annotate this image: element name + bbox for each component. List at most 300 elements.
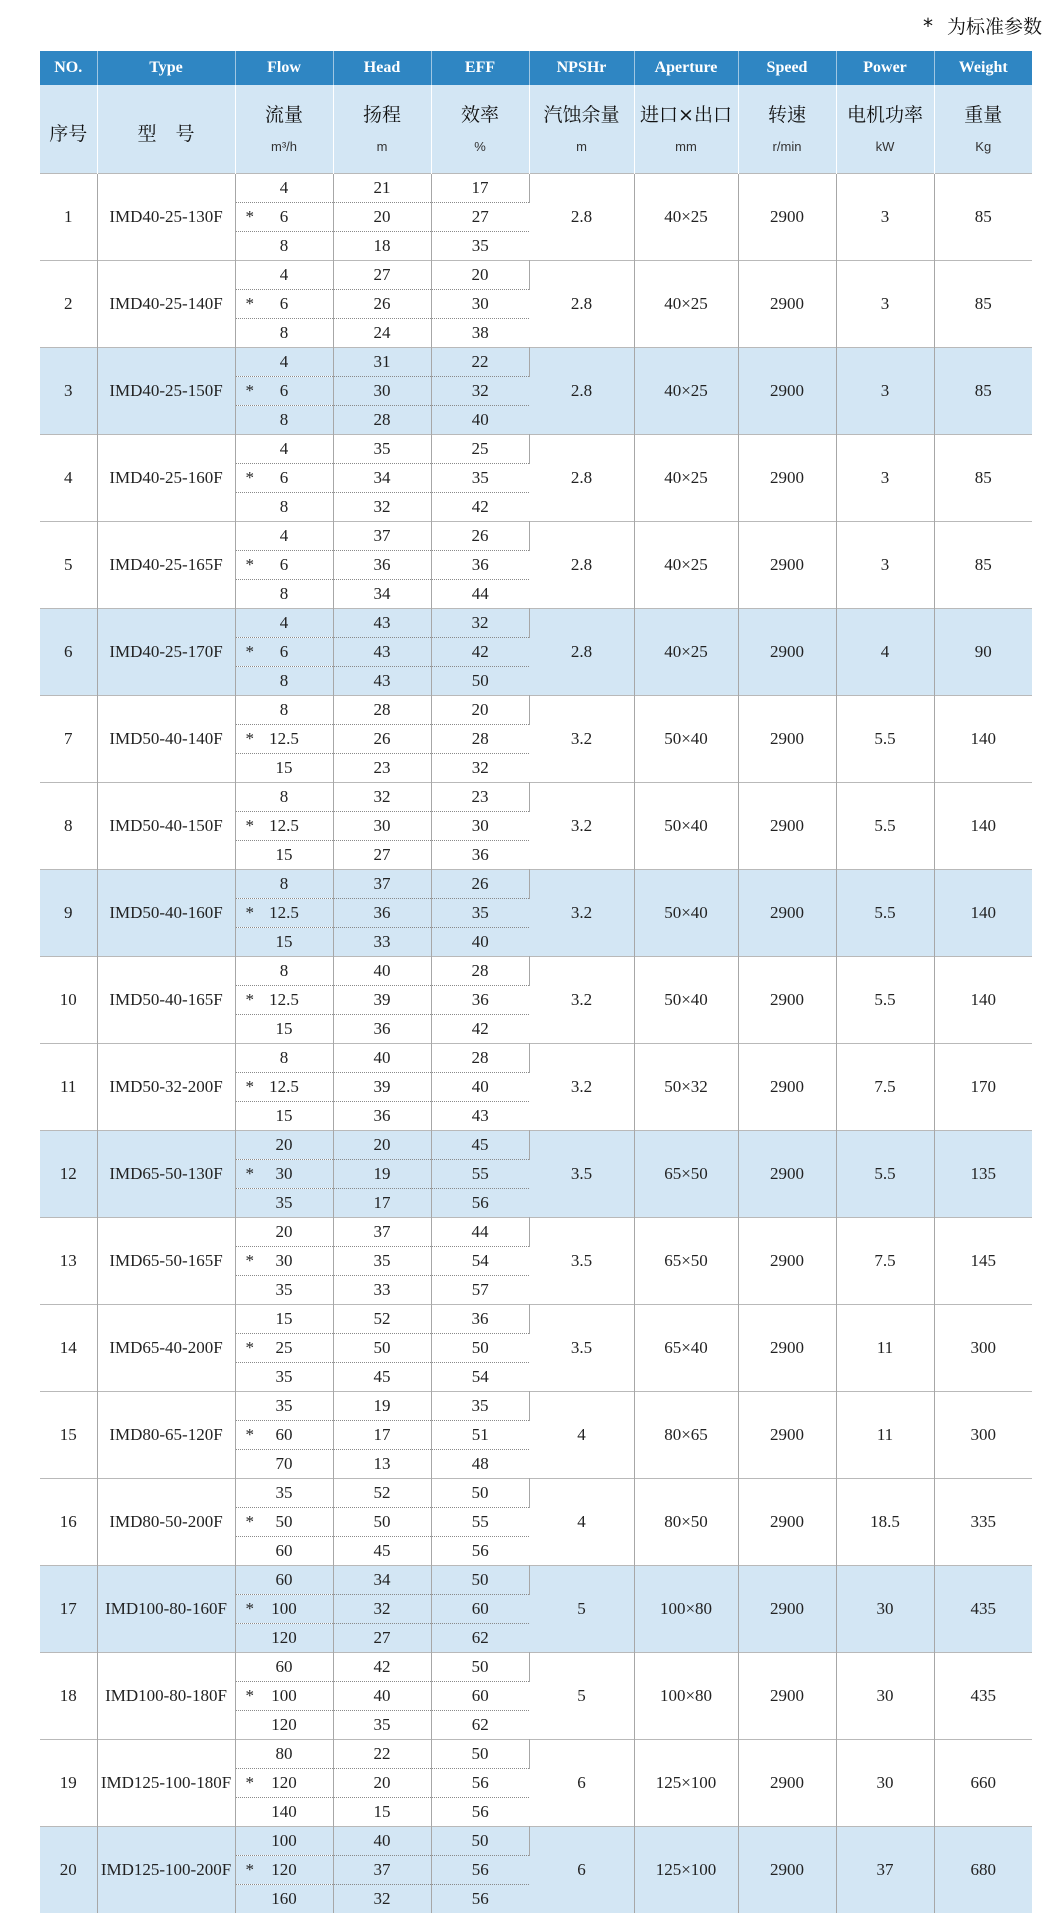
- cell-speed: 2900: [738, 870, 836, 957]
- cell-type: IMD65-40-200F: [97, 1305, 235, 1392]
- cell-weight: 85: [934, 261, 1032, 348]
- cell-power: 3: [836, 522, 934, 609]
- flow-value: 60: [276, 1541, 293, 1560]
- asterisk-icon: *: [246, 203, 255, 231]
- asterisk-icon: *: [246, 1160, 255, 1188]
- cell-head: 43: [333, 609, 431, 638]
- cell-flow: [235, 203, 333, 232]
- flow-value: 12.5: [269, 990, 299, 1009]
- table-row: [40, 1653, 1032, 1682]
- cell-weight: 680: [934, 1827, 1032, 1913]
- cell-speed: 2900: [738, 1392, 836, 1479]
- cell-flow: [235, 1885, 333, 1913]
- cell-flow: [235, 551, 333, 580]
- asterisk-icon: *: [246, 899, 255, 927]
- cell-power: 7.5: [836, 1218, 934, 1305]
- cell-type: IMD50-40-150F: [97, 783, 235, 870]
- asterisk-icon: *: [246, 1769, 255, 1797]
- cell-head: 32: [333, 1885, 431, 1913]
- flow-value: 4: [280, 265, 289, 284]
- cn-header-type: 型 号: [97, 85, 235, 174]
- cell-flow: [235, 232, 333, 261]
- cell-flow: [235, 1682, 333, 1711]
- cell-eff: 56: [431, 1769, 529, 1798]
- cell-eff: 50: [431, 667, 529, 696]
- cell-speed: 2900: [738, 1479, 836, 1566]
- cell-aperture: 50×32: [634, 1044, 738, 1131]
- cell-eff: 32: [431, 754, 529, 783]
- cell-head: 40: [333, 957, 431, 986]
- flow-value: 8: [280, 1048, 289, 1067]
- cell-flow: [235, 493, 333, 522]
- flow-value: 6: [280, 555, 289, 574]
- unit-flow: m³/h: [236, 139, 333, 154]
- cell-flow: [235, 696, 333, 725]
- cell-eff: 54: [431, 1363, 529, 1392]
- standard-parameter-note: [923, 12, 1042, 39]
- cell-type: IMD100-80-160F: [97, 1566, 235, 1653]
- cn-header-flow: 流量 m³/h: [235, 85, 333, 174]
- cell-eff: 44: [431, 1218, 529, 1247]
- cell-head: 32: [333, 1595, 431, 1624]
- flow-value: 4: [280, 352, 289, 371]
- cell-flow: [235, 957, 333, 986]
- flow-value: 12.5: [269, 816, 299, 835]
- cell-flow: [235, 1595, 333, 1624]
- cell-type: IMD40-25-140F: [97, 261, 235, 348]
- flow-value: 35: [276, 1367, 293, 1386]
- asterisk-icon: *: [246, 377, 255, 405]
- cell-flow: [235, 1160, 333, 1189]
- flow-value: 60: [276, 1657, 293, 1676]
- cell-eff: 50: [431, 1334, 529, 1363]
- cell-head: 34: [333, 1566, 431, 1595]
- col-header-head: Head: [333, 51, 431, 85]
- flow-value: 30: [276, 1251, 293, 1270]
- cell-head: 43: [333, 667, 431, 696]
- cell-head: 33: [333, 1276, 431, 1305]
- flow-value: 4: [280, 178, 289, 197]
- flow-value: 120: [271, 1860, 297, 1879]
- cell-power: 30: [836, 1740, 934, 1827]
- cell-type: IMD40-25-150F: [97, 348, 235, 435]
- cell-speed: 2900: [738, 1218, 836, 1305]
- cell-eff: 42: [431, 493, 529, 522]
- cell-head: 30: [333, 812, 431, 841]
- cell-eff: 50: [431, 1827, 529, 1856]
- flow-value: 120: [271, 1773, 297, 1792]
- flow-value: 160: [271, 1889, 297, 1908]
- cell-eff: 27: [431, 203, 529, 232]
- cell-eff: 28: [431, 1044, 529, 1073]
- cell-npshr: 4: [529, 1392, 634, 1479]
- cell-type: IMD100-80-180F: [97, 1653, 235, 1740]
- cell-no: 6: [40, 609, 97, 696]
- cell-weight: 85: [934, 522, 1032, 609]
- unit-head: m: [334, 139, 431, 154]
- flow-value: 4: [280, 526, 289, 545]
- cell-no: 2: [40, 261, 97, 348]
- cell-eff: 20: [431, 261, 529, 290]
- cell-eff: 36: [431, 841, 529, 870]
- cell-npshr: 3.2: [529, 783, 634, 870]
- cell-npshr: 3.2: [529, 696, 634, 783]
- cell-flow: [235, 928, 333, 957]
- flow-value: 140: [271, 1802, 297, 1821]
- asterisk-icon: *: [246, 1247, 255, 1275]
- flow-value: 70: [276, 1454, 293, 1473]
- flow-value: 35: [276, 1193, 293, 1212]
- cell-aperture: 80×65: [634, 1392, 738, 1479]
- flow-value: 100: [271, 1686, 297, 1705]
- cell-eff: 42: [431, 1015, 529, 1044]
- cell-eff: 56: [431, 1885, 529, 1913]
- asterisk-icon: *: [246, 1334, 255, 1362]
- cell-aperture: 50×40: [634, 957, 738, 1044]
- cell-flow: [235, 1421, 333, 1450]
- cell-no: 10: [40, 957, 97, 1044]
- flow-value: 8: [280, 323, 289, 342]
- table-row: [40, 522, 1032, 551]
- unit-aperture: mm: [635, 139, 738, 154]
- col-header-npshr: NPSHr: [529, 51, 634, 85]
- cell-flow: [235, 580, 333, 609]
- cell-head: 36: [333, 1102, 431, 1131]
- cell-eff: 43: [431, 1102, 529, 1131]
- note-text: 为标准参数: [947, 16, 1042, 38]
- cn-header-eff: 效率 %: [431, 85, 529, 174]
- cell-speed: 2900: [738, 1827, 836, 1913]
- cell-flow: [235, 725, 333, 754]
- cell-flow: [235, 1856, 333, 1885]
- cell-head: 50: [333, 1508, 431, 1537]
- cell-eff: 54: [431, 1247, 529, 1276]
- cell-flow: [235, 1334, 333, 1363]
- header-row-english: [40, 51, 1032, 85]
- cell-flow: [235, 1566, 333, 1595]
- table-row: [40, 348, 1032, 377]
- cell-aperture: 125×100: [634, 1740, 738, 1827]
- cell-flow: [235, 1363, 333, 1392]
- table-row: [40, 1044, 1032, 1073]
- cell-flow: [235, 319, 333, 348]
- cell-speed: 2900: [738, 522, 836, 609]
- cell-weight: 300: [934, 1305, 1032, 1392]
- col-header-type: Type: [97, 51, 235, 85]
- cell-power: 3: [836, 174, 934, 261]
- cell-aperture: 65×50: [634, 1218, 738, 1305]
- cell-no: 17: [40, 1566, 97, 1653]
- cell-weight: 85: [934, 435, 1032, 522]
- cell-no: 14: [40, 1305, 97, 1392]
- flow-value: 4: [280, 613, 289, 632]
- cell-flow: [235, 841, 333, 870]
- cell-head: 30: [333, 377, 431, 406]
- cell-no: 8: [40, 783, 97, 870]
- cell-head: 23: [333, 754, 431, 783]
- cell-speed: 2900: [738, 957, 836, 1044]
- cell-head: 24: [333, 319, 431, 348]
- cn-header-power: 电机功率 kW: [836, 85, 934, 174]
- cell-npshr: 2.8: [529, 348, 634, 435]
- flow-value: 15: [276, 1019, 293, 1038]
- cell-aperture: 40×25: [634, 522, 738, 609]
- flow-value: 25: [276, 1338, 293, 1357]
- asterisk-icon: *: [246, 1682, 255, 1710]
- table-row: [40, 957, 1032, 986]
- cell-power: 11: [836, 1392, 934, 1479]
- cell-no: 1: [40, 174, 97, 261]
- unit-power: kW: [837, 139, 934, 154]
- asterisk-icon: *: [246, 1073, 255, 1101]
- cell-head: 15: [333, 1798, 431, 1827]
- cell-power: 5.5: [836, 870, 934, 957]
- cell-head: 37: [333, 870, 431, 899]
- cell-eff: 28: [431, 725, 529, 754]
- cell-no: 7: [40, 696, 97, 783]
- cell-head: 19: [333, 1160, 431, 1189]
- cell-weight: 435: [934, 1653, 1032, 1740]
- cell-flow: [235, 1653, 333, 1682]
- cell-eff: 50: [431, 1479, 529, 1508]
- cell-eff: 28: [431, 957, 529, 986]
- pump-spec-table: [40, 51, 1032, 1913]
- cell-head: 50: [333, 1334, 431, 1363]
- cell-speed: 2900: [738, 435, 836, 522]
- table-row: [40, 783, 1032, 812]
- cell-power: 4: [836, 609, 934, 696]
- cell-power: 37: [836, 1827, 934, 1913]
- cn-header-weight: 重量 Kg: [934, 85, 1032, 174]
- flow-value: 8: [280, 671, 289, 690]
- cell-head: 43: [333, 638, 431, 667]
- cell-no: 13: [40, 1218, 97, 1305]
- flow-value: 6: [280, 642, 289, 661]
- cell-power: 18.5: [836, 1479, 934, 1566]
- cell-head: 28: [333, 696, 431, 725]
- cell-head: 18: [333, 232, 431, 261]
- cell-eff: 40: [431, 1073, 529, 1102]
- cell-eff: 23: [431, 783, 529, 812]
- col-header-weight: Weight: [934, 51, 1032, 85]
- cell-no: 15: [40, 1392, 97, 1479]
- cell-flow: [235, 783, 333, 812]
- flow-value: 6: [280, 207, 289, 226]
- cell-eff: 60: [431, 1595, 529, 1624]
- cell-npshr: 3.5: [529, 1305, 634, 1392]
- cell-speed: 2900: [738, 1131, 836, 1218]
- cell-flow: [235, 986, 333, 1015]
- cell-aperture: 80×50: [634, 1479, 738, 1566]
- flow-value: 15: [276, 1309, 293, 1328]
- cn-header-npshr: 汽蚀余量 m: [529, 85, 634, 174]
- cell-speed: 2900: [738, 696, 836, 783]
- cell-type: IMD125-100-200F: [97, 1827, 235, 1913]
- flow-value: 80: [276, 1744, 293, 1763]
- cell-eff: 30: [431, 812, 529, 841]
- cell-speed: 2900: [738, 261, 836, 348]
- asterisk-icon: *: [246, 290, 255, 318]
- cell-head: 35: [333, 1711, 431, 1740]
- cell-head: 20: [333, 1131, 431, 1160]
- flow-value: 35: [276, 1483, 293, 1502]
- cell-type: IMD40-25-160F: [97, 435, 235, 522]
- flow-value: 4: [280, 439, 289, 458]
- flow-value: 100: [271, 1599, 297, 1618]
- cell-flow: [235, 667, 333, 696]
- cell-aperture: 125×100: [634, 1827, 738, 1913]
- cell-type: IMD40-25-170F: [97, 609, 235, 696]
- cell-head: 40: [333, 1827, 431, 1856]
- table-row: [40, 1305, 1032, 1334]
- cell-head: 45: [333, 1363, 431, 1392]
- cell-flow: [235, 406, 333, 435]
- col-header-speed: Speed: [738, 51, 836, 85]
- cell-head: 17: [333, 1189, 431, 1218]
- cell-head: 27: [333, 841, 431, 870]
- cell-aperture: 50×40: [634, 696, 738, 783]
- col-header-aperture: Aperture: [634, 51, 738, 85]
- cell-head: 42: [333, 1653, 431, 1682]
- cell-power: 3: [836, 435, 934, 522]
- cell-type: IMD80-65-120F: [97, 1392, 235, 1479]
- cell-weight: 335: [934, 1479, 1032, 1566]
- flow-value: 8: [280, 236, 289, 255]
- cell-eff: 60: [431, 1682, 529, 1711]
- cell-eff: 62: [431, 1711, 529, 1740]
- cell-flow: [235, 1769, 333, 1798]
- asterisk-icon: *: [923, 14, 933, 38]
- cell-flow: [235, 899, 333, 928]
- cell-eff: 35: [431, 232, 529, 261]
- cell-speed: 2900: [738, 609, 836, 696]
- cn-header-no: 序号: [40, 85, 97, 174]
- cell-flow: [235, 377, 333, 406]
- cell-eff: 32: [431, 609, 529, 638]
- cell-eff: 56: [431, 1856, 529, 1885]
- cell-flow: [235, 1711, 333, 1740]
- cell-head: 19: [333, 1392, 431, 1421]
- cell-eff: 48: [431, 1450, 529, 1479]
- cell-weight: 435: [934, 1566, 1032, 1653]
- cell-eff: 50: [431, 1740, 529, 1769]
- cell-type: IMD65-50-130F: [97, 1131, 235, 1218]
- header-row-chinese: [40, 85, 1032, 174]
- cell-weight: 85: [934, 348, 1032, 435]
- flow-value: 8: [280, 961, 289, 980]
- cell-npshr: 3.5: [529, 1131, 634, 1218]
- flow-value: 15: [276, 932, 293, 951]
- cell-type: IMD50-32-200F: [97, 1044, 235, 1131]
- flow-value: 8: [280, 787, 289, 806]
- cell-head: 36: [333, 1015, 431, 1044]
- cell-eff: 25: [431, 435, 529, 464]
- cell-eff: 57: [431, 1276, 529, 1305]
- cell-eff: 36: [431, 986, 529, 1015]
- table-row: [40, 435, 1032, 464]
- cell-head: 34: [333, 464, 431, 493]
- cell-flow: [235, 1537, 333, 1566]
- cell-weight: 140: [934, 783, 1032, 870]
- cell-head: 35: [333, 435, 431, 464]
- cell-flow: [235, 1624, 333, 1653]
- flow-value: 35: [276, 1396, 293, 1415]
- flow-value: 100: [271, 1831, 297, 1850]
- cell-head: 27: [333, 261, 431, 290]
- cell-flow: [235, 1276, 333, 1305]
- cell-flow: [235, 1740, 333, 1769]
- cell-eff: 26: [431, 522, 529, 551]
- asterisk-icon: *: [246, 464, 255, 492]
- cell-weight: 140: [934, 957, 1032, 1044]
- cell-speed: 2900: [738, 1044, 836, 1131]
- flow-value: 30: [276, 1164, 293, 1183]
- col-header-power: Power: [836, 51, 934, 85]
- cell-type: IMD50-40-165F: [97, 957, 235, 1044]
- cell-npshr: 3.2: [529, 870, 634, 957]
- cell-head: 21: [333, 174, 431, 203]
- cell-no: 3: [40, 348, 97, 435]
- flow-value: 8: [280, 584, 289, 603]
- cell-type: IMD50-40-140F: [97, 696, 235, 783]
- col-header-flow: Flow: [235, 51, 333, 85]
- spec-table-body: [40, 174, 1032, 1913]
- flow-value: 12.5: [269, 729, 299, 748]
- cell-no: 11: [40, 1044, 97, 1131]
- cell-no: 18: [40, 1653, 97, 1740]
- table-row: [40, 1827, 1032, 1856]
- cell-flow: [235, 261, 333, 290]
- cell-power: 5.5: [836, 1131, 934, 1218]
- cell-speed: 2900: [738, 348, 836, 435]
- flow-value: 60: [276, 1570, 293, 1589]
- cell-flow: [235, 1102, 333, 1131]
- cell-head: 32: [333, 783, 431, 812]
- cell-head: 36: [333, 551, 431, 580]
- cell-no: 9: [40, 870, 97, 957]
- cell-no: 16: [40, 1479, 97, 1566]
- cell-head: 26: [333, 725, 431, 754]
- unit-npshr: m: [530, 139, 634, 154]
- col-header-eff: EFF: [431, 51, 529, 85]
- cell-eff: 51: [431, 1421, 529, 1450]
- cell-weight: 140: [934, 696, 1032, 783]
- asterisk-icon: *: [246, 986, 255, 1014]
- cell-flow: [235, 1392, 333, 1421]
- cell-eff: 42: [431, 638, 529, 667]
- flow-value: 120: [271, 1715, 297, 1734]
- cell-head: 20: [333, 203, 431, 232]
- cell-weight: 135: [934, 1131, 1032, 1218]
- flow-value: 12.5: [269, 903, 299, 922]
- cell-speed: 2900: [738, 1305, 836, 1392]
- table-row: [40, 1392, 1032, 1421]
- cell-eff: 35: [431, 899, 529, 928]
- cell-flow: [235, 1189, 333, 1218]
- cell-head: 39: [333, 1073, 431, 1102]
- cell-power: 7.5: [836, 1044, 934, 1131]
- cell-aperture: 40×25: [634, 435, 738, 522]
- cell-type: IMD40-25-130F: [97, 174, 235, 261]
- cell-npshr: 2.8: [529, 174, 634, 261]
- cell-head: 17: [333, 1421, 431, 1450]
- cell-eff: 36: [431, 1305, 529, 1334]
- cell-head: 27: [333, 1624, 431, 1653]
- cell-head: 28: [333, 406, 431, 435]
- cell-npshr: 2.8: [529, 609, 634, 696]
- table-row: [40, 696, 1032, 725]
- cell-eff: 35: [431, 1392, 529, 1421]
